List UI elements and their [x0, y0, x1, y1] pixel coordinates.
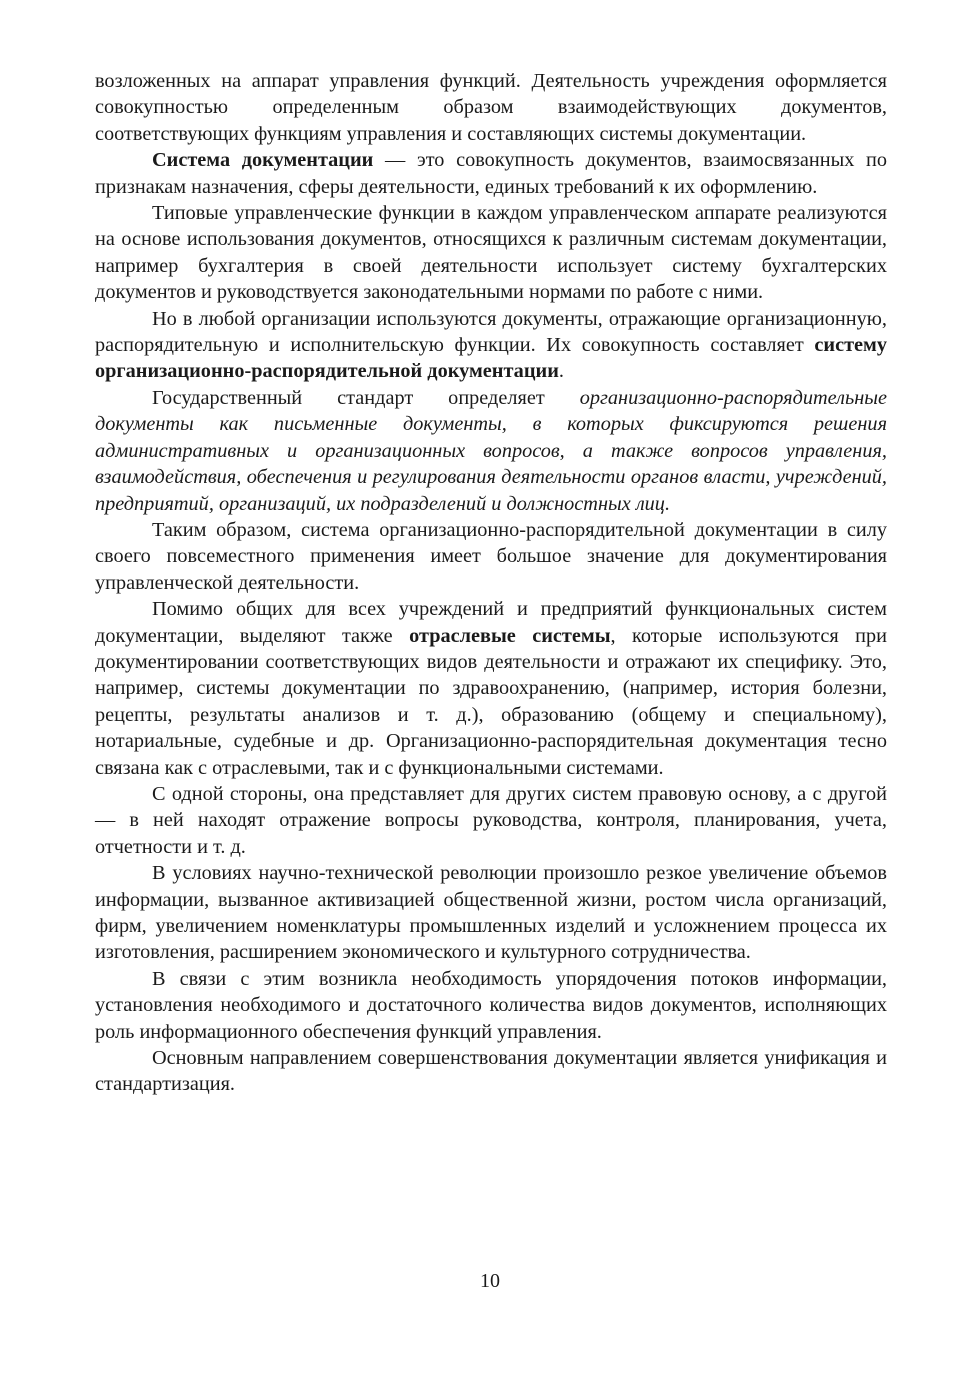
page-body: [95, 68, 887, 1098]
paragraph-3: [95, 200, 887, 306]
paragraph-6: [95, 517, 887, 596]
text-run: Основным направлением совершенствования документации является унификация и стандартизация.: [95, 1047, 887, 1096]
text-run: В условиях научно-технической революции произошло резкое увеличение объемов информации, вызванное активизацией общественной жизни, ростом числа организаций, фирм, увеличением номенклатуры промышленных изделий и усложнением процесса их изготовления, расширением экономического и культурного сотрудничества.: [95, 862, 887, 964]
term-documentation-system: Система документации: [152, 149, 374, 172]
text-run: возложенных на аппарат управления функций. Деятельность учреждения оформляется совокупностью определенным образом взаимодействующих документов, соответствующих функциям управления и составляющих системы документации.: [95, 70, 887, 145]
paragraph-8: [95, 781, 887, 860]
standard-definition: организационно-распорядительные документы как письменные документы, в которых фиксируются решения административных и организационных вопросов, а также вопросов управления, взаимодействия, обеспечения и регулирования деятельности органов власти, учреждений, предприятий, организаций, их подразделений и должностных лиц.: [95, 386, 887, 515]
paragraph-9: [95, 860, 887, 966]
text-run: , которые используются при документировании соответствующих видов деятельности и отражают их специфику. Это, например, системы документации по здравоохранению, (например, история болезни, рецепты, результаты анализов и т. д.), образованию (общему и специальному), нотариальные, судебные и др. Организационно-распорядительная документация тесно связана как с отраслевыми, так и с функциональными системами.: [95, 624, 887, 779]
text-run: .: [558, 360, 564, 383]
paragraph-11: [95, 1045, 887, 1098]
text-run: Государственный стандарт определяет: [152, 386, 580, 409]
text-run: С одной стороны, она представляет для других систем правовую основу, а с другой — в ней находят отражение вопросы руководства, контроля, планирования, учета, отчетности и т. д.: [95, 782, 887, 858]
paragraph-system-definition: [95, 147, 887, 200]
text-run: В связи с этим возникла необходимость упорядочения потоков информации, установления необходимого и достаточного количества видов документов, исполняющих роль информационного обеспечения функций управления.: [95, 967, 887, 1043]
text-run: Но в любой организации используются документы, отражающие организационную, распорядительную и исполнительскую функции. Их совокупность составляет: [95, 307, 887, 357]
paragraph-4: [95, 306, 887, 385]
paragraph-state-standard: [95, 385, 887, 517]
paragraph-branch-systems: [95, 596, 887, 781]
text-run: Помимо общих для всех учреждений и предприятий функциональных систем документации, выделяют также: [95, 598, 887, 647]
term-ord-system: систему организационно-распорядительной документации: [95, 334, 887, 383]
paragraph-1: [95, 68, 887, 147]
paragraph-10: [95, 966, 887, 1045]
text-run: — это совокупность документов, взаимосвязанных по признакам назначения, сферы деятельности, единых требований к их оформлению.: [95, 149, 888, 198]
text-run: Таким образом, система организационно-распорядительной документации в силу своего повсеместного применения имеет большое значение для документирования управленческой деятельности.: [95, 518, 887, 594]
term-branch-systems: отраслевые системы: [409, 624, 611, 647]
text-run: Типовые управленческие функции в каждом управленческом аппарате реализуются на основе использования документов, относящихся к различным системам документации, например бухгалтерия в своей деятельности использует систему бухгалтерских документов и руководствуется законодательными нормами по работе с ними.: [95, 202, 887, 304]
page-number: 10: [480, 1270, 500, 1292]
